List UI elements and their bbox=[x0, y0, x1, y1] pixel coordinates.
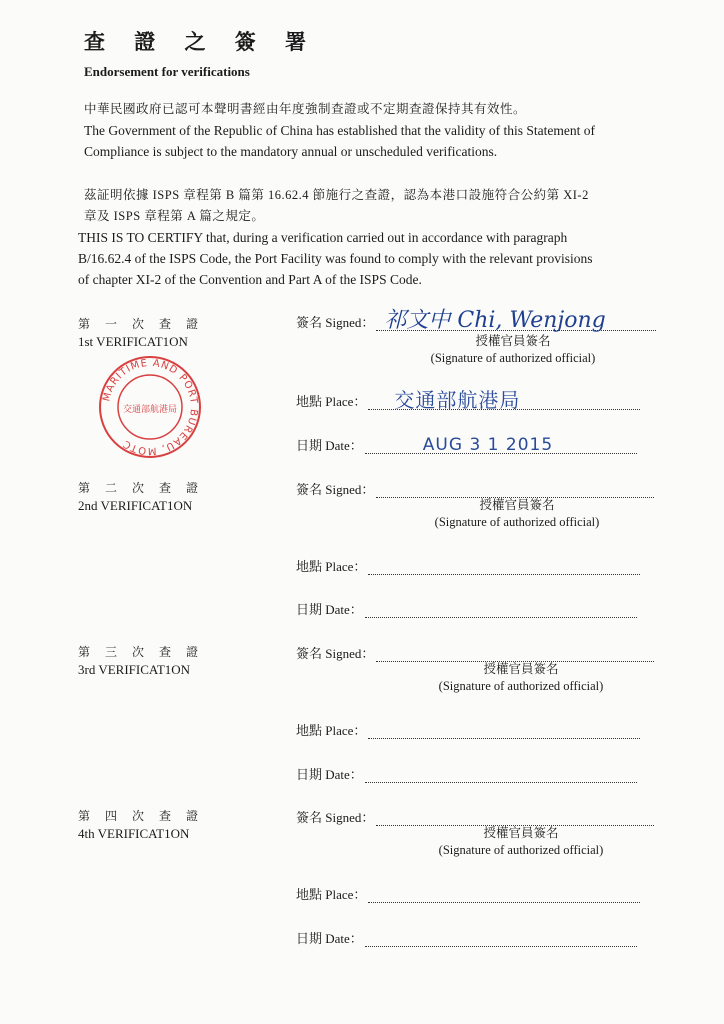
verification-4-date-row bbox=[296, 928, 637, 947]
verification-1-sig-caption bbox=[368, 333, 658, 367]
signature-line bbox=[376, 483, 654, 498]
intro-block bbox=[84, 99, 595, 162]
place-line bbox=[368, 560, 640, 575]
verification-4-sig-caption bbox=[376, 825, 666, 859]
signature-line bbox=[376, 647, 654, 662]
verification-3-zh: 第 三 次 查 證 bbox=[78, 645, 205, 659]
verification-2-en: 2nd VERIFICAT1ON bbox=[78, 498, 193, 513]
page-title-en: Endorsement for verifications bbox=[84, 64, 250, 79]
place-label: 地點 Place： bbox=[296, 559, 367, 574]
seal-ring-text: MARITIME AND PORT BUREAU, MOTC bbox=[101, 357, 200, 457]
verification-1-label bbox=[78, 316, 204, 350]
verification-3-sig-caption bbox=[376, 661, 666, 695]
place-line bbox=[368, 724, 640, 739]
signed-label: 簽名 Signed： bbox=[296, 315, 375, 330]
date-stamp: AUG 3 1 2015 bbox=[422, 435, 554, 455]
place-stamp: 交通部航港局 bbox=[394, 388, 521, 412]
place-label: 地點 Place： bbox=[296, 887, 367, 902]
handwritten-signature: 祁文中 Chi, Wenjong bbox=[384, 308, 606, 333]
verification-1-zh: 第 一 次 查 證 bbox=[78, 317, 205, 331]
sig-caption-en: (Signature of authorized official) bbox=[438, 843, 604, 857]
signed-label: 簽名 Signed： bbox=[296, 810, 375, 825]
sig-caption-en: (Signature of authorized official) bbox=[430, 351, 596, 365]
certify-en-1: THIS IS TO CERTIFY that, during a verification carried out in accordance with paragraph bbox=[78, 230, 568, 245]
certify-zh-1: 茲証明依據 ISPS 章程第 B 篇第 16.62.4 節施行之查證，認為本港口設施符合公約第 XI-2 bbox=[84, 188, 589, 202]
sig-caption-en: (Signature of authorized official) bbox=[438, 679, 604, 693]
date-label: 日期 Date： bbox=[296, 438, 363, 453]
verification-4-zh: 第 四 次 查 證 bbox=[78, 809, 205, 823]
verification-2-zh: 第 二 次 查 證 bbox=[78, 481, 205, 495]
verification-3-place-row bbox=[296, 720, 640, 739]
place-line bbox=[368, 388, 640, 412]
verification-4-en: 4th VERIFICAT1ON bbox=[78, 826, 190, 841]
verification-2-place-row bbox=[296, 556, 640, 575]
intro-en-2: Compliance is subject to the mandatory annual or unscheduled verifications. bbox=[84, 144, 498, 159]
signature-line bbox=[376, 811, 654, 826]
date-label: 日期 Date： bbox=[296, 602, 363, 617]
seal-inner-text: 交通部航港局 bbox=[122, 405, 178, 415]
date-label: 日期 Date： bbox=[296, 767, 363, 782]
signed-label: 簽名 Signed： bbox=[296, 482, 375, 497]
verification-3-date-row bbox=[296, 764, 637, 783]
sig-caption-zh: 授權官員簽名 bbox=[479, 498, 555, 512]
intro-en-1: The Government of the Republic of China has established that the validity of this Statement of bbox=[84, 123, 596, 138]
intro-zh: 中華民國政府已認可本聲明書經由年度強制查證或不定期查證保持其有效性。 bbox=[84, 102, 527, 116]
seal-stamp bbox=[95, 352, 205, 462]
date-line bbox=[365, 768, 637, 783]
sig-caption-zh: 授權官員簽名 bbox=[483, 826, 559, 840]
sig-caption-zh: 授權官員簽名 bbox=[483, 662, 559, 676]
verification-1-signed-row bbox=[296, 308, 656, 333]
verification-4-place-row bbox=[296, 884, 640, 903]
verification-4-signed-row bbox=[296, 807, 654, 826]
verification-3-label bbox=[78, 644, 204, 678]
sig-caption-zh: 授權官員簽名 bbox=[475, 334, 551, 348]
sig-caption-en: (Signature of authorized official) bbox=[434, 515, 600, 529]
certify-block bbox=[84, 185, 589, 227]
verification-2-date-row bbox=[296, 599, 637, 618]
verification-3-en: 3rd VERIFICAT1ON bbox=[78, 662, 191, 677]
date-line bbox=[365, 435, 637, 455]
verification-2-signed-row bbox=[296, 479, 654, 498]
verification-2-label bbox=[78, 480, 204, 514]
signature-line bbox=[376, 308, 656, 333]
place-label: 地點 Place： bbox=[296, 723, 367, 738]
verification-1-place-row bbox=[296, 388, 640, 412]
place-label: 地點 Place： bbox=[296, 394, 367, 409]
date-label: 日期 Date： bbox=[296, 931, 363, 946]
signed-label: 簽名 Signed： bbox=[296, 646, 375, 661]
certify-en-block bbox=[78, 227, 592, 290]
date-line bbox=[365, 932, 637, 947]
verification-4-label bbox=[78, 808, 204, 842]
page-title-zh: 查 證 之 簽 署 bbox=[84, 30, 318, 54]
verification-1-date-row bbox=[296, 435, 637, 454]
place-line bbox=[368, 888, 640, 903]
certify-en-2: B/16.62.4 of the ISPS Code, the Port Facility was found to comply with the relevant provisions bbox=[78, 251, 593, 266]
certify-zh-2: 章及 ISPS 章程第 A 篇之規定。 bbox=[84, 209, 265, 223]
certify-en-3: of chapter XI-2 of the Convention and Part A of the ISPS Code. bbox=[78, 272, 422, 287]
date-line bbox=[365, 603, 637, 618]
verification-2-sig-caption bbox=[372, 497, 662, 531]
verification-1-en: 1st VERIFICAT1ON bbox=[78, 334, 188, 349]
verification-3-signed-row bbox=[296, 643, 654, 662]
